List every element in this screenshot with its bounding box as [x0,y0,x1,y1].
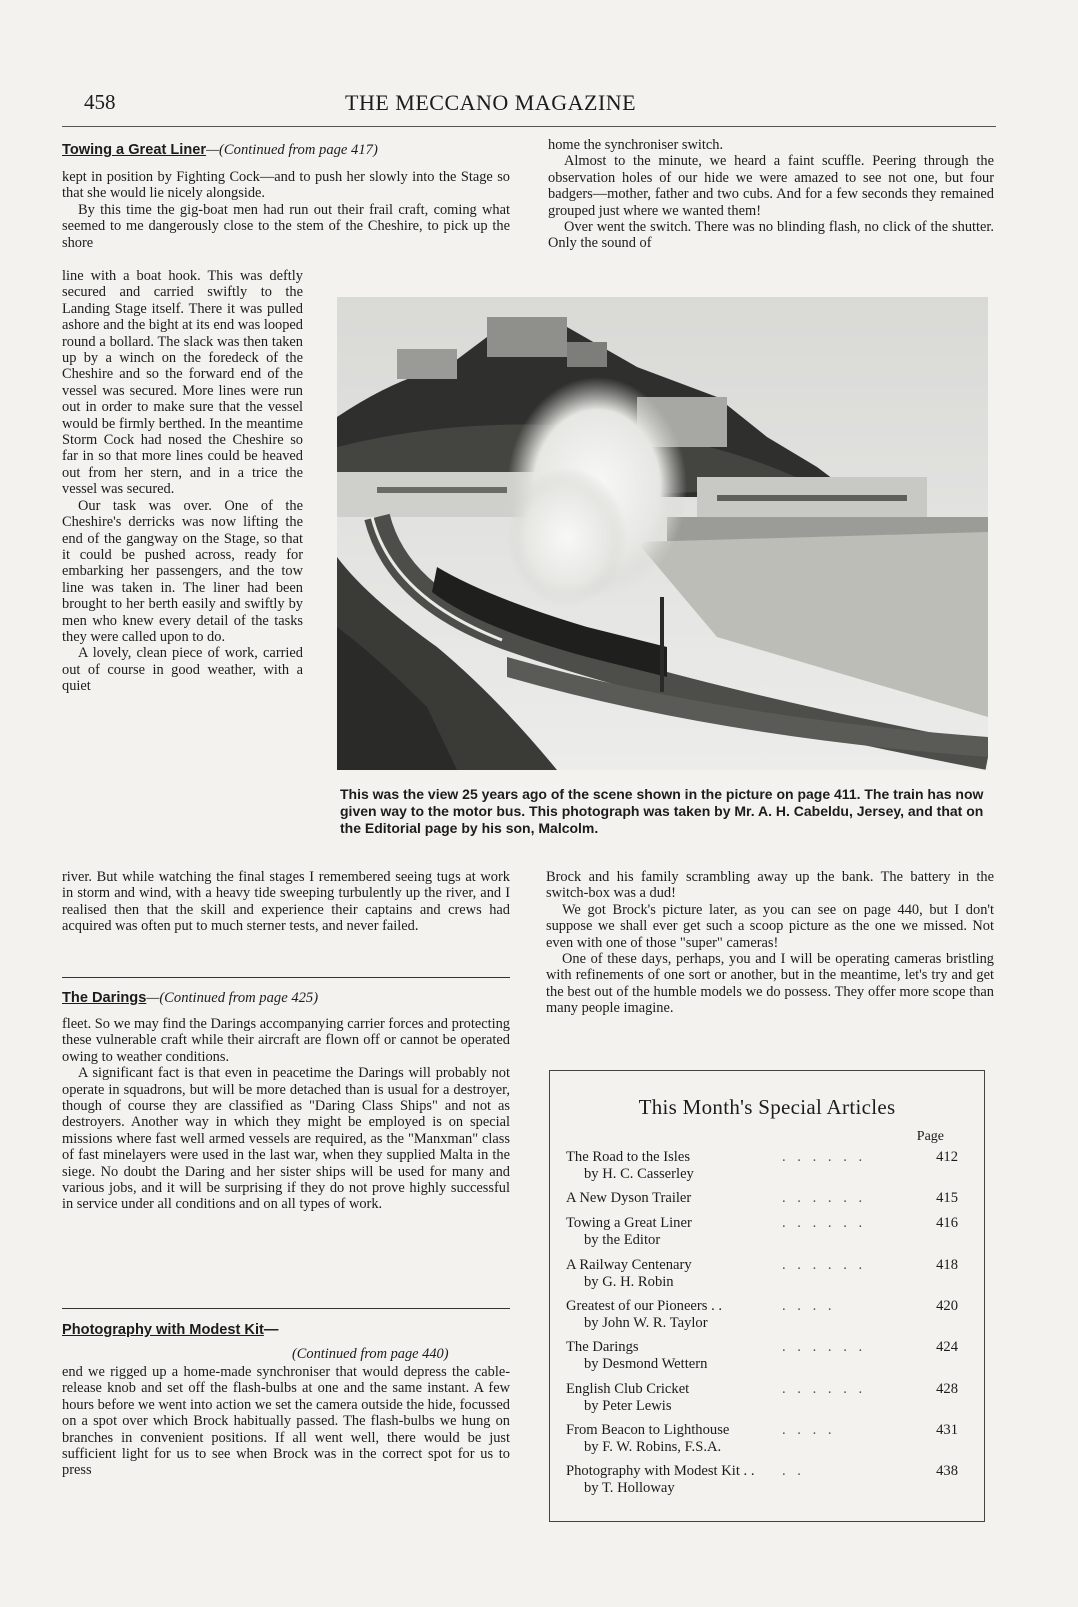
towing-para-2: By this time the gig-boat men had run out their frail craft, coming what seemed to me dangerously close to the stem of the Cheshire, to pick up the shore [62,201,510,251]
towing-heading [62,142,378,159]
right-para-3: Over went the switch. There was no blinding flash, no click of the shutter. Only the sound of [548,219,994,252]
article-item[interactable] [566,1215,958,1249]
article-title: Towing a Great Liner [566,1215,692,1231]
leader-dots: . . [782,1463,805,1479]
towing-para-5: A lovely, clean piece of work, carried out of course in good weather, with a quiet [62,645,303,695]
header-rule [62,126,996,127]
article-item[interactable] [566,1463,958,1497]
article-title: A New Dyson Trailer [566,1190,692,1206]
right-para-1: home the synchroniser switch. [548,137,724,153]
darings-end-rule [62,1308,510,1309]
photography-body [62,1364,510,1479]
right-para-2: Almost to the minute, we heard a faint scuffle. Peering through the observation holes of our hide we were amazed to see not one, but four badgers—mother, father and two cubs. And for a few seconds they remained grouped just where we wanted them! [548,153,994,219]
photography-heading [62,1322,278,1338]
article-item[interactable] [566,1298,958,1332]
article-page: 415 [936,1190,958,1206]
article-author: by Desmond Wettern [584,1356,708,1372]
page-column-label: Page [916,1129,944,1144]
article-page: 420 [936,1298,958,1314]
leader-dots: . . . . . . [782,1215,867,1231]
towing-para-6: river. But while watching the final stages I remembered seeing tugs at work in storm and wind, with a heavy tide sweeping turbulently up the river, and I realised then that the skill and experience their captains and crews had acquired was often put to much sterner tests, and never failed. [62,869,510,935]
photography-para-1: end we rigged up a home-made synchroniser that would depress the cable-release knob and set off the flash-bulbs at one and the same instant. A few hours before we went into action we set the camera outside the hide, focussed on a spot over which Brock habitually passed. The flash-bulbs we hung on branches in convenient positions. If all went well, there would be just sufficient light for us to see when Brock was in the correct spot for us to press [62,1364,510,1479]
article-item[interactable] [566,1339,958,1373]
darings-heading [62,990,318,1007]
article-page: 431 [936,1422,958,1438]
article-page: 412 [936,1149,958,1165]
article-title: Photography with Modest Kit . . [566,1463,755,1479]
article-author: by F. W. Robins, F.S.A. [584,1439,722,1455]
darings-para-2: A significant fact is that even in peacetime the Darings will probably not operate in squadrons, but will be more detached than is usual for a destroyer, though of course they are classified as "Daring Class Ships" and not as destroyers. Another way in which they might be employed is on special missions where fast well armed vessels are required, as the "Manxman" class of fast minelayers were used in the last war, when they supplied Malta in the siege. No doubt the Daring and her sister ships will be used for many and various jobs, and it will be surprising if they do not prove highly successful in service under all conditions and on all types of work. [62,1065,510,1213]
leader-dots: . . . . . . [782,1257,867,1273]
photograph-jersey-train [337,297,988,770]
article-title: Greatest of our Pioneers . . [566,1298,723,1314]
darings-body [62,1016,510,1213]
article-page: 438 [936,1463,958,1479]
darings-para-1: fleet. So we may find the Darings accompanying carrier forces and protecting these vulnerable craft while their aircraft are flown off or cannot be operated owing to weather conditions. [62,1016,510,1065]
article-title: From Beacon to Lighthouse [566,1422,730,1438]
towing-continued: —(Continued from page 417) [206,142,378,158]
leader-dots: . . . . . . [782,1149,867,1165]
article-author: by the Editor [584,1232,661,1248]
darings-title: The Darings [62,990,147,1006]
photography-dash: — [263,1322,279,1338]
article-author: by Peter Lewis [584,1398,672,1414]
leader-dots: . . . . . . [782,1190,867,1206]
towing-para-4: Our task was over. One of the Cheshire's derricks was now lifting the end of the gangway on the Stage, so that it could be pushed across, ready for embarking her passengers, and the tow line was taken in. The liner had been brought to her berth easily and swiftly by men who knew every detail of the tasks they were called upon to do. [62,497,303,645]
article-author: by T. Holloway [584,1480,675,1496]
article-title: The Darings [566,1339,639,1355]
towing-end-rule [62,977,510,978]
towing-body-wide [62,169,510,251]
magazine-title: THE MECCANO MAGAZINE [345,90,637,115]
article-item[interactable] [566,1381,958,1415]
page-number: 458 [84,90,116,114]
article-author: by John W. R. Taylor [584,1315,708,1331]
towing-title: Towing a Great Liner [62,142,207,158]
article-item[interactable] [566,1190,958,1207]
right-para-5: We got Brock's picture later, as you can see on page 440, but I don't suppose we shall ever get such a scoop picture as the one we missed. Not even with one of those "super" cameras! [546,901,994,951]
article-page: 416 [936,1215,958,1231]
article-title: A Railway Centenary [566,1257,692,1273]
darings-continued: —(Continued from page 425) [146,990,319,1006]
article-author: by G. H. Robin [584,1274,674,1290]
special-articles-title: This Month's Special Articles [638,1095,896,1119]
leader-dots: . . . . . . [782,1381,867,1397]
towing-body-end [62,869,510,935]
leader-dots: . . . . [782,1422,836,1438]
special-articles-box [549,1070,985,1522]
article-page: 428 [936,1381,958,1397]
right-para-4: Brock and his family scrambling away up the bank. The battery in the switch-box was a dud! [546,869,994,902]
article-item[interactable] [566,1422,958,1456]
towing-para-1: kept in position by Fighting Cock—and to push her slowly into the Stage so that she would lie nicely alongside. [62,169,510,202]
towing-para-3: line with a boat hook. This was deftly secured and carried swiftly to the Landing Stage itself. There it was pulled ashore and the bight at its end was looped round a bollard. The slack was then taken up by a winch on the foredeck of the Cheshire and so the forward end of the vessel was secured. More lines were run out in order to make sure that the vessel would be firmly berthed. In the meantime Storm Cock had nosed the Cheshire so far in so that more lines could be heaved out from her stern, and in a trice the vessel was secured. [62,268,303,498]
article-page: 424 [936,1339,958,1355]
right-para-6: One of these days, perhaps, you and I will be operating cameras bristling with refinements of one sort or another, but in the meantime, let's try and get the best out of the humble models we do possess. They offer more scope than many people imagine. [546,951,994,1017]
photography-title: Photography with Modest Kit [62,1322,264,1338]
article-title: The Road to the Isles [566,1149,691,1165]
photo-caption: This was the view 25 years ago of the scene shown in the picture on page 411. The train has now given way to the motor bus. This photograph was taken by Mr. A. H. Cabeldu, Jersey, and that on the Editorial page by his son, Malcolm. [340,786,984,836]
article-page: 418 [936,1257,958,1273]
article-author: by H. C. Casserley [584,1166,694,1182]
right-top-body [548,137,994,252]
leader-dots: . . . . [782,1298,836,1314]
photography-continued: (Continued from page 440) [292,1346,449,1362]
article-item[interactable] [566,1149,958,1183]
article-title: English Club Cricket [566,1381,690,1397]
leader-dots: . . . . . . [782,1339,867,1355]
towing-body-narrow [62,268,303,695]
right-bottom-body [546,869,994,1017]
article-item[interactable] [566,1257,958,1291]
photo-illustration [337,297,988,770]
